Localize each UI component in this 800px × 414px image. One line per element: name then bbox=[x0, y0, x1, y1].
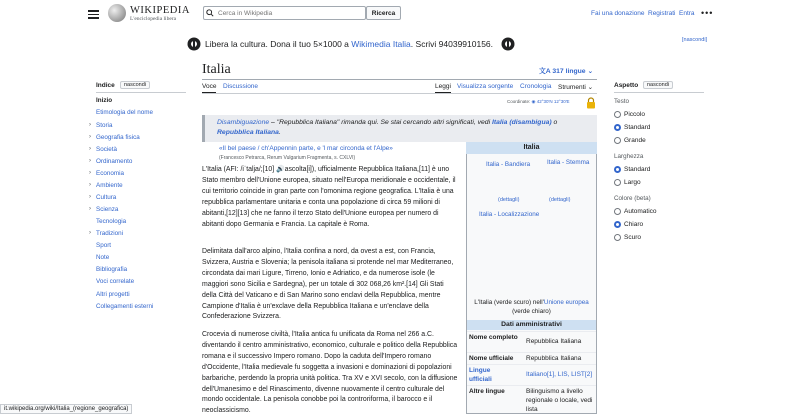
italia-disambigua-link[interactable]: Italia (disambigua) bbox=[491, 119, 552, 126]
banner-text: Libera la cultura. Dona il tuo 5×1000 a Wikimedia Italia. Scrivi 94039910156. bbox=[205, 39, 494, 49]
radio-text-large[interactable] bbox=[614, 137, 621, 144]
divider bbox=[467, 331, 596, 332]
disambiguation-link[interactable]: Disambiguazione bbox=[217, 119, 270, 126]
width-heading: Larghezza bbox=[614, 153, 644, 160]
tab-talk[interactable]: Discussione bbox=[223, 83, 259, 90]
banner-hide-link[interactable]: [nascondi] bbox=[682, 37, 708, 43]
radio-label: Piccolo bbox=[624, 111, 645, 118]
tab-read[interactable]: Leggi bbox=[435, 83, 451, 93]
language-button[interactable]: 文A 317 lingue ⌄ bbox=[539, 68, 594, 75]
infobox-value: Repubblica Italiana bbox=[526, 355, 582, 362]
wikimedia-italia-logo-icon bbox=[187, 37, 201, 51]
eu-link[interactable]: Unione europea bbox=[543, 299, 589, 306]
quote: «Il bel paese / ch'Appennin parte, e 'l mar circonda et l'Alpe» bbox=[219, 145, 393, 152]
create-account-link[interactable]: Registrati bbox=[648, 10, 676, 17]
radio-width-wide[interactable] bbox=[614, 179, 621, 186]
divider bbox=[614, 92, 704, 93]
chevron-right-icon[interactable]: › bbox=[89, 194, 91, 200]
toc-item[interactable]: Bibliografia bbox=[96, 266, 128, 273]
divider bbox=[467, 364, 596, 365]
infobox-label: Nome completo bbox=[469, 334, 518, 341]
color-heading: Colore (beta) bbox=[614, 195, 651, 202]
infobox-value-links[interactable]: Italiano[1], LIS, LIST[2] bbox=[526, 371, 593, 378]
text-size-heading: Testo bbox=[614, 98, 630, 105]
toc-item[interactable]: Inizio bbox=[96, 97, 113, 104]
chevron-right-icon[interactable]: › bbox=[89, 230, 91, 236]
wikipedia-tagline: L'enciclopedia libera bbox=[130, 16, 177, 22]
infobox-label: Nome ufficiale bbox=[469, 355, 514, 362]
lock-icon[interactable] bbox=[586, 97, 596, 109]
toc-item[interactable]: Geografia fisica bbox=[96, 134, 140, 141]
paragraph-intro: L'Italia (AFI: /iˈtalja/;[10] 🔊ascolta[i]), ufficialmente Repubblica Italiana,[11] è uno Stato membro dell'Unione europea, situato nell'Europa meridionale e occidentale, il cui territorio coincide in gran parte con l'omonima regione geografica. L'Italia è una repubblica parlamentare unitaria e conta una popolazione di circa 59 milioni di abitanti,[12][13] che ne fanno il terzo Stato dell'Unione europea per numero di abitanti dopo Germania e Francia. La capitale è Roma. bbox=[202, 166, 456, 228]
divider bbox=[202, 79, 597, 80]
radio-label: Standard bbox=[624, 166, 651, 173]
divider bbox=[467, 385, 596, 386]
flag-details-link[interactable]: (dettagli) bbox=[498, 197, 520, 203]
chevron-right-icon[interactable]: › bbox=[89, 158, 91, 164]
radio-label: Chiaro bbox=[624, 221, 644, 228]
radio-label: Automatico bbox=[624, 208, 657, 215]
infobox-value: Repubblica Italiana bbox=[526, 338, 582, 345]
chevron-right-icon[interactable]: › bbox=[89, 134, 91, 140]
emblem-image-link[interactable]: Italia - Stemma bbox=[547, 159, 590, 166]
radio-text-small[interactable] bbox=[614, 111, 621, 118]
divider bbox=[467, 352, 596, 353]
appearance-title: Aspetto bbox=[614, 82, 639, 89]
toc-item[interactable]: Società bbox=[96, 146, 118, 153]
toc-item[interactable]: Voci correlate bbox=[96, 278, 135, 285]
location-map-link[interactable]: Italia - Localizzazione bbox=[479, 211, 540, 218]
map-caption: L'Italia (verde scuro) nell'Unione europea (verde chiaro) bbox=[474, 299, 589, 315]
wikimedia-italia-logo-icon bbox=[501, 37, 515, 51]
infobox-title: Italia bbox=[466, 142, 597, 154]
chevron-right-icon[interactable]: › bbox=[89, 146, 91, 152]
toc-item[interactable]: Sport bbox=[96, 242, 112, 249]
radio-label: Largo bbox=[624, 179, 641, 186]
chevron-right-icon[interactable]: › bbox=[89, 182, 91, 188]
toc-item[interactable]: Scienza bbox=[96, 206, 119, 213]
coordinates[interactable]: Coordinate: ◉ 42°30′N 12°30′E bbox=[507, 99, 570, 104]
toc-hide-button[interactable]: nascondi bbox=[120, 81, 150, 89]
radio-color-auto[interactable] bbox=[614, 208, 621, 215]
donate-link[interactable]: Fai una donazione bbox=[591, 10, 645, 17]
toc-title: Indice bbox=[96, 82, 115, 89]
infobox-admin-header: Dati amministrativi bbox=[467, 320, 596, 330]
wikipedia-globe-logo[interactable] bbox=[108, 4, 126, 22]
search-input[interactable] bbox=[218, 7, 363, 19]
radio-label: Grande bbox=[624, 137, 646, 144]
search-icon bbox=[206, 9, 214, 17]
divider bbox=[202, 93, 597, 94]
toc-item[interactable]: Storia bbox=[96, 122, 113, 129]
radio-width-standard[interactable] bbox=[614, 166, 621, 173]
toc-item[interactable]: Collegamenti esterni bbox=[96, 303, 154, 310]
repubblica-italiana-link[interactable]: Repubblica Italiana bbox=[217, 129, 279, 136]
translate-icon: 文A bbox=[539, 68, 551, 75]
main-menu-icon[interactable] bbox=[88, 8, 99, 19]
hatnote-text: Disambiguazione – "Repubblica Italiana" rimanda qui. Se stai cercando altri significati, vedi Italia (disambigua) o Repubblica Italiana. bbox=[217, 119, 558, 136]
infobox-label-link[interactable]: Lingue ufficiali bbox=[469, 367, 492, 383]
status-bar-url: it.wikipedia.org/wiki/Italia_(regione_geografica) bbox=[0, 404, 132, 414]
radio-color-dark[interactable] bbox=[614, 234, 621, 241]
quote-source: (Francesco Petrarca, Rerum Vulgarium Fragmenta, s. CXLVI) bbox=[219, 155, 356, 161]
tools-menu[interactable]: Strumenti ⌄ bbox=[558, 84, 594, 91]
banner-link[interactable]: Wikimedia Italia bbox=[351, 39, 411, 49]
flag-image-link[interactable]: Italia - Bandiera bbox=[486, 161, 531, 168]
radio-color-light[interactable] bbox=[614, 221, 621, 228]
chevron-right-icon[interactable]: › bbox=[89, 206, 91, 212]
page-title: Italia bbox=[202, 62, 231, 77]
toc-item[interactable]: Note bbox=[96, 254, 110, 261]
radio-label: Standard bbox=[624, 124, 651, 131]
appearance-hide-button[interactable]: nascondi bbox=[643, 81, 673, 89]
infobox-label: Altre lingue bbox=[469, 388, 505, 395]
tab-article[interactable]: Voce bbox=[202, 83, 216, 93]
paragraph-history: Crocevia di numerose civiltà, l'Italia antica fu unificata da Roma nel 266 a.C. diventando il centro amministrativo, economico, culturale e politico della Repubblica romana e il successivo Impero romano. Dopo la caduta dell'Impero romano d'Occidente, l'Italia medievale fu soggetta a invasioni e dominazioni di popolazioni barbariche, perdendo la propria unità politica. Tra XV e XVI secolo, con la diffusione dell'Umanesimo e del Rinascimento, divenne nuovamente il centro culturale del mondo occidentale. La penisola conobbe poi la controriforma, il barocco e il neoclassicismo. bbox=[202, 331, 458, 414]
toc-item[interactable]: Altri progetti bbox=[96, 291, 130, 298]
tab-view-source[interactable]: Visualizza sorgente bbox=[457, 83, 514, 90]
toc-item[interactable]: Ordinamento bbox=[96, 158, 133, 165]
chevron-right-icon[interactable]: › bbox=[89, 122, 91, 128]
wikipedia-wordmark[interactable]: WIKIPEDIA bbox=[130, 5, 190, 16]
emblem-details-link[interactable]: (dettagli) bbox=[549, 197, 571, 203]
paragraph-geography: Delimitata dall'arco alpino, l'Italia confina a nord, da ovest a est, con Francia, Svizzera, Austria e Slovenia; la penisola italiana si protende nel mar Mediterraneo, circondata dai mari Ligure, Tirreno, Ionio e Adriatico, e da numerose isole (le maggiori sono Sicilia e Sardegna), per un totale di 302 068,26 km².[14] Gli Stati della Città del Vaticano e di San Marino sono enclavi della Repubblica, mentre Campione d'Italia è un'exclave della Repubblica Italiana e un'enclave della Confederazione Svizzera. bbox=[202, 248, 454, 321]
toc-item[interactable]: Tecnologia bbox=[96, 218, 127, 225]
toc-item[interactable]: Ambiente bbox=[96, 182, 123, 189]
tab-history[interactable]: Cronologia bbox=[520, 83, 552, 90]
radio-text-standard[interactable] bbox=[614, 124, 621, 131]
toc-item[interactable]: Tradizioni bbox=[96, 230, 124, 237]
infobox-value: Bilinguismo a livello regionale o locale, vedi lista bbox=[526, 388, 593, 413]
toc-item[interactable]: Etimologia del nome bbox=[96, 109, 154, 116]
toc-item[interactable]: Economia bbox=[96, 170, 125, 177]
login-link[interactable]: Entra bbox=[679, 10, 695, 17]
chevron-down-icon: ⌄ bbox=[587, 68, 594, 75]
search-button[interactable]: Ricerca bbox=[366, 6, 401, 20]
globe-icon: ◉ bbox=[531, 99, 536, 104]
divider bbox=[96, 92, 186, 93]
more-options-icon[interactable]: ••• bbox=[701, 8, 714, 18]
chevron-right-icon[interactable]: › bbox=[89, 170, 91, 176]
toc-item[interactable]: Cultura bbox=[96, 194, 117, 201]
radio-label: Scuro bbox=[624, 234, 641, 241]
